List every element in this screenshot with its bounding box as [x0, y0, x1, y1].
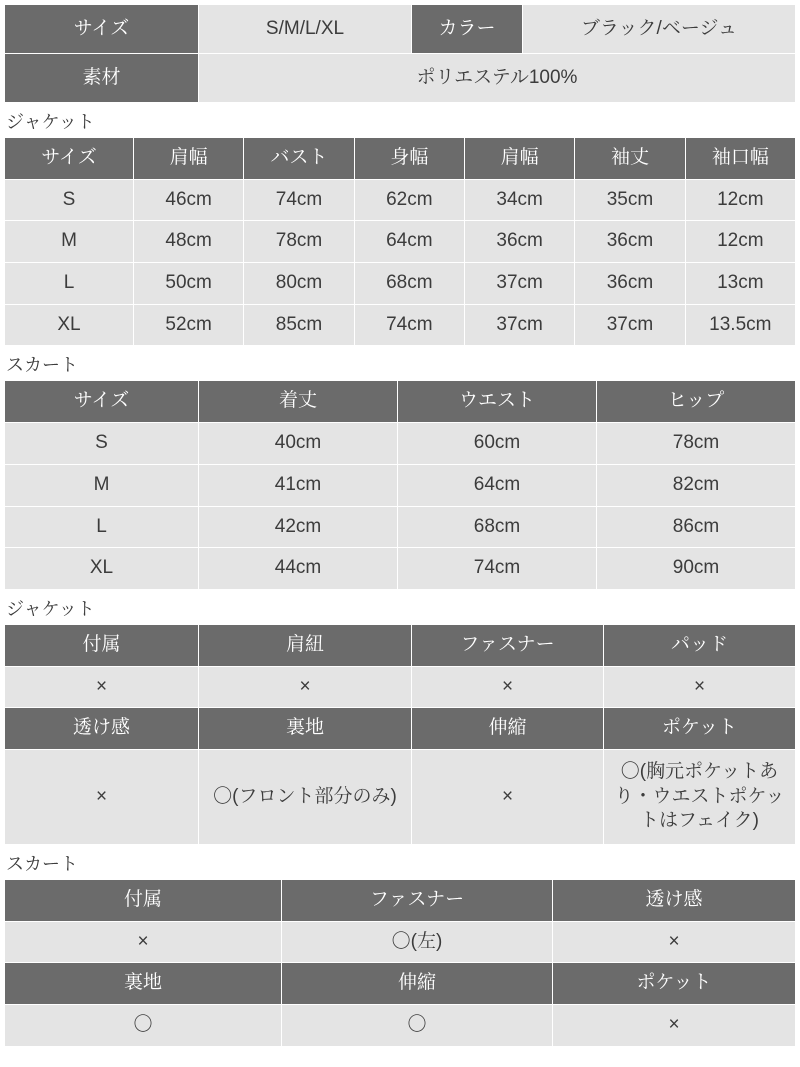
table-row — [5, 304, 796, 346]
cell: 74cm — [354, 304, 464, 346]
col-header-zipper: ファスナー — [282, 880, 553, 922]
cell: × — [5, 666, 199, 708]
col-header-width: 身幅 — [354, 138, 464, 180]
table-row — [5, 5, 796, 54]
table-row — [5, 749, 796, 844]
cell: 13cm — [685, 263, 795, 305]
skirt-detail-section-label: スカート — [6, 854, 78, 874]
cell: 37cm — [464, 263, 574, 305]
spec-color-value: ブラック/ベージュ — [523, 5, 796, 54]
cell: S — [5, 179, 134, 221]
cell: × — [553, 921, 796, 963]
cell: XL — [5, 304, 134, 346]
table-row — [5, 548, 796, 590]
cell: 68cm — [354, 263, 464, 305]
col-header-sheerness: 透け感 — [5, 708, 199, 750]
skirt-size-section-label: スカート — [6, 355, 78, 376]
spec-material-value: ポリエステル100% — [199, 54, 796, 103]
cell: 〇(左) — [282, 921, 553, 963]
cell: 42cm — [199, 506, 398, 548]
cell: 37cm — [575, 304, 685, 346]
cell: × — [553, 1005, 796, 1047]
table-row — [5, 1005, 796, 1047]
table-row — [5, 54, 796, 103]
cell: 46cm — [134, 179, 244, 221]
cell: 48cm — [134, 221, 244, 263]
cell: 62cm — [354, 179, 464, 221]
spec-table — [4, 4, 796, 103]
table-header-row — [5, 708, 796, 750]
skirt-detail-table — [4, 879, 796, 1047]
col-header-shoulder2: 肩幅 — [464, 138, 574, 180]
table-header-row — [5, 381, 796, 423]
cell: 80cm — [244, 263, 354, 305]
col-header-waist: ウエスト — [398, 381, 597, 423]
cell: × — [5, 749, 199, 844]
table-row — [5, 506, 796, 548]
col-header-size: サイズ — [5, 138, 134, 180]
col-header-size: サイズ — [5, 381, 199, 423]
cell: 82cm — [597, 464, 796, 506]
spec-size-label: サイズ — [5, 5, 199, 54]
table-header-row — [5, 624, 796, 666]
table-header-row — [5, 880, 796, 922]
col-header-shoulder1: 肩幅 — [134, 138, 244, 180]
col-header-sleeve-length: 袖丈 — [575, 138, 685, 180]
col-header-bust: バスト — [244, 138, 354, 180]
cell: × — [5, 921, 282, 963]
cell: L — [5, 506, 199, 548]
cell: 〇 — [282, 1005, 553, 1047]
col-header-strap: 肩紐 — [199, 624, 412, 666]
jacket-detail-table — [4, 624, 796, 845]
cell: 35cm — [575, 179, 685, 221]
cell: M — [5, 221, 134, 263]
col-header-zipper: ファスナー — [412, 624, 604, 666]
cell: 74cm — [244, 179, 354, 221]
jacket-size-section-label: ジャケット — [6, 112, 95, 132]
cell: 〇(フロント部分のみ) — [199, 749, 412, 844]
table-row — [5, 221, 796, 263]
cell: XL — [5, 548, 199, 590]
col-header-cuff-width: 袖口幅 — [685, 138, 795, 180]
cell: 12cm — [685, 221, 795, 263]
cell: 68cm — [398, 506, 597, 548]
cell: 52cm — [134, 304, 244, 346]
col-header-lining: 裏地 — [5, 963, 282, 1005]
skirt-size-table — [4, 380, 796, 589]
table-row — [5, 464, 796, 506]
col-header-pocket: ポケット — [553, 963, 796, 1005]
spec-material-label: 素材 — [5, 54, 199, 103]
cell: 78cm — [244, 221, 354, 263]
cell: 40cm — [199, 423, 398, 465]
spec-size-value: S/M/L/XL — [199, 5, 412, 54]
col-header-pad: パッド — [604, 624, 796, 666]
cell: × — [412, 749, 604, 844]
spec-color-label: カラー — [412, 5, 523, 54]
cell: 36cm — [575, 221, 685, 263]
table-row — [5, 423, 796, 465]
cell: 36cm — [464, 221, 574, 263]
cell: 64cm — [354, 221, 464, 263]
col-header-accessory: 付属 — [5, 624, 199, 666]
cell: 78cm — [597, 423, 796, 465]
jacket-detail-section-label: ジャケット — [6, 598, 95, 619]
cell: 13.5cm — [685, 304, 795, 346]
cell: 90cm — [597, 548, 796, 590]
table-header-row — [5, 138, 796, 180]
cell: 44cm — [199, 548, 398, 590]
col-header-pocket: ポケット — [604, 708, 796, 750]
table-row — [5, 263, 796, 305]
col-header-accessory: 付属 — [5, 880, 282, 922]
cell: 60cm — [398, 423, 597, 465]
cell: 85cm — [244, 304, 354, 346]
table-row — [5, 666, 796, 708]
cell: 86cm — [597, 506, 796, 548]
cell: 64cm — [398, 464, 597, 506]
table-row — [5, 921, 796, 963]
col-header-dress-length: 着丈 — [199, 381, 398, 423]
cell: × — [199, 666, 412, 708]
cell: × — [604, 666, 796, 708]
table-row — [5, 179, 796, 221]
cell: 74cm — [398, 548, 597, 590]
col-header-stretch: 伸縮 — [412, 708, 604, 750]
jacket-size-table — [4, 137, 796, 346]
col-header-stretch: 伸縮 — [282, 963, 553, 1005]
cell: 〇(胸元ポケットあり・ウエストポケットはフェイク) — [604, 749, 796, 844]
cell: × — [412, 666, 604, 708]
cell: 41cm — [199, 464, 398, 506]
cell: 36cm — [575, 263, 685, 305]
col-header-sheerness: 透け感 — [553, 880, 796, 922]
cell: 37cm — [464, 304, 574, 346]
cell: 〇 — [5, 1005, 282, 1047]
col-header-hip: ヒップ — [597, 381, 796, 423]
col-header-lining: 裏地 — [199, 708, 412, 750]
cell: 34cm — [464, 179, 574, 221]
cell: M — [5, 464, 199, 506]
table-header-row — [5, 963, 796, 1005]
cell: 12cm — [685, 179, 795, 221]
cell: S — [5, 423, 199, 465]
cell: L — [5, 263, 134, 305]
cell: 50cm — [134, 263, 244, 305]
